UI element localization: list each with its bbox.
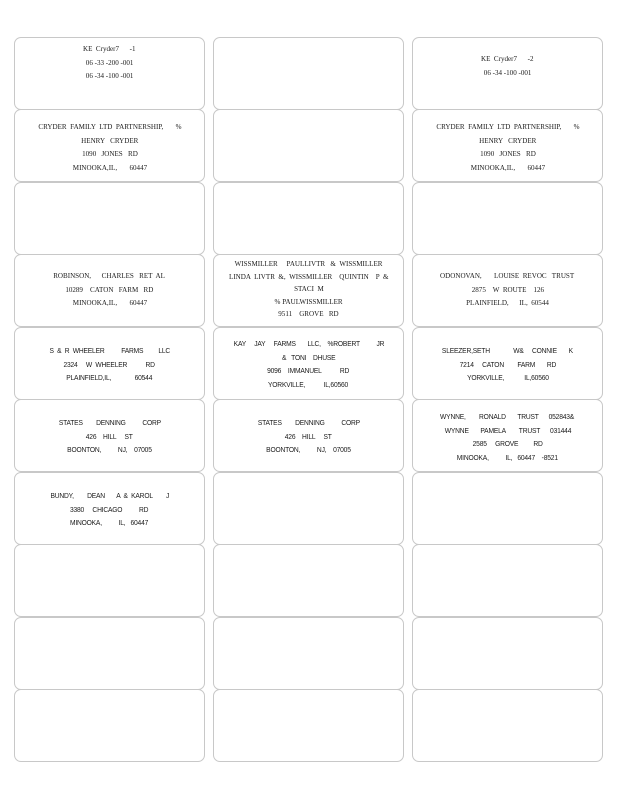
address-line: 10289 CATON FARM RD [65,284,154,294]
address-label [213,37,404,110]
address-label [412,472,603,545]
address-label [213,472,404,545]
address-line: CRYDER FAMILY LTD PARTNERSHIP, % [37,122,182,131]
address-line: WISSMILLER PAULLIVTR & WISSMILLER [234,259,383,268]
address-line: MINOOKA,IL, 60447 [72,298,147,308]
address-label [412,617,603,690]
address-line: HENRY CRYDER [80,135,139,145]
address-line: 1090 JONES RD [479,149,536,159]
address-label [14,544,205,617]
address-label [412,689,603,762]
address-line: MINOOKA, IL, 60447 [70,518,149,528]
address-line: 2324 W WHEELER RD [63,359,156,369]
address-line: LINDA LIVTR &, WISSMILLER QUINTIN P & [228,271,389,281]
address-line: 9096 IMMANUEL RD [267,366,350,376]
address-label [213,182,404,255]
address-label [14,37,205,110]
address-line: STATES DENNING CORP [58,418,161,427]
address-label [213,544,404,617]
address-label [14,182,205,255]
address-line: 9511 GROVE RD [278,309,339,319]
address-line: KE Cryder7 -2 [481,54,534,63]
address-label [213,617,404,690]
address-label [14,399,205,472]
address-label [412,254,603,327]
address-label [14,109,205,182]
address-line: YORKVILLE, IL,60560 [466,373,549,383]
address-line: 06 -33 -200 -001 [85,57,134,67]
address-label [213,327,404,400]
address-label [213,254,404,327]
address-label [412,327,603,400]
address-line: WYNNE PAMELA TRUST 031444 [444,425,571,435]
address-label [14,472,205,545]
address-label [213,399,404,472]
address-line: 2585 GROVE RD [472,439,543,449]
address-line: PLAINFIELD,IL, 60544 [66,373,153,383]
address-label [412,544,603,617]
address-line: ODONOVAN, LOUISE REVOC TRUST [440,271,575,280]
address-label [14,689,205,762]
address-label [412,37,603,110]
address-label [412,182,603,255]
address-line: % PAULWISSMILLER [274,296,343,306]
address-line: CRYDER FAMILY LTD PARTNERSHIP, % [435,122,580,131]
address-label [412,399,603,472]
address-line: BOONTON, NJ, 07005 [67,445,152,455]
address-line: BUNDY, DEAN A & KAROL J [50,491,169,500]
address-line: 1090 JONES RD [81,149,138,159]
address-line: WYNNE, RONALD TRUST 052843& [440,412,575,421]
address-line: 426 HILL ST [86,431,133,441]
address-line: S & R WHEELER FARMS LLC [49,346,170,355]
address-label [213,109,404,182]
address-line: & TONI DHUSE [281,352,336,362]
address-line: MINOOKA,IL, 60447 [72,162,147,172]
address-label [14,327,205,400]
address-line: YORKVILLE, IL,60560 [268,379,349,389]
address-line: 7214 CATON FARM RD [459,359,556,369]
address-line: PLAINFIELD, IL, 60544 [466,298,549,308]
address-line: KAY JAY FARMS LLC, %ROBERT JR [233,339,384,348]
address-label [14,254,205,327]
address-line: ROBINSON, CHARLES RET AL [53,271,166,280]
address-label [14,617,205,690]
address-line: KE Cryder7 -1 [83,44,136,53]
address-line: STACI M [293,284,324,294]
address-line: 06 -34 -100 -001 [483,67,532,77]
address-line: 3380 CHICAGO RD [70,504,149,514]
address-line: HENRY CRYDER [478,135,537,145]
address-label [213,689,404,762]
address-line: BOONTON, NJ, 07005 [266,445,351,455]
address-line: STATES DENNING CORP [257,418,360,427]
address-line: 426 HILL ST [285,431,332,441]
address-line: 2875 W ROUTE 126 [471,284,544,294]
address-line: MINOOKA,IL, 60447 [470,162,545,172]
address-line: MINOOKA, IL, 60447 -8521 [456,452,559,462]
address-label [412,109,603,182]
address-line: SLEEZER,SETH W& CONNIE K [442,346,573,355]
address-line: 06 -34 -100 -001 [85,71,134,81]
